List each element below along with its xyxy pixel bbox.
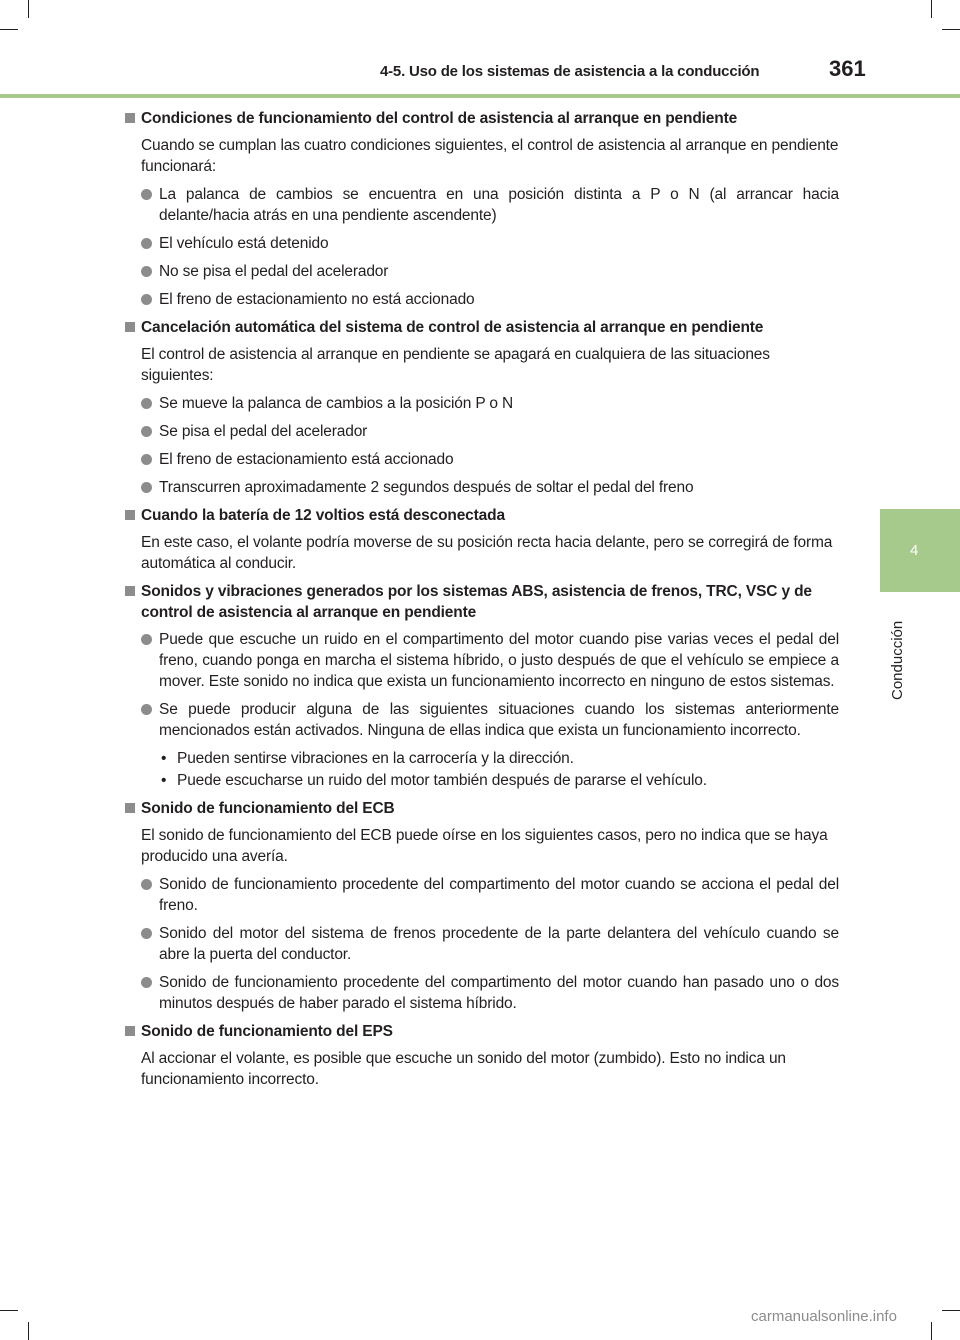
section-heading-text: Condiciones de funcionamiento del control de asistencia al arranque en pendiente [141, 110, 738, 127]
crop-mark [28, 0, 29, 18]
section-heading [123, 108, 839, 129]
crop-mark [28, 1322, 29, 1340]
list-item-text: Transcurren aproximadamente 2 segundos después de soltar el pedal del freno [159, 479, 694, 496]
sub-list-item-text: Pueden sentirse vibraciones en la carrocería y la dirección. [177, 750, 574, 767]
section-paragraph: El control de asistencia al arranque en pendiente se apagará en cualquiera de las situaciones siguientes: [141, 346, 770, 384]
crop-mark [0, 29, 18, 30]
section-heading [123, 1021, 839, 1042]
list-item-text: No se pisa el pedal del acelerador [159, 263, 389, 280]
crop-mark [942, 1310, 960, 1311]
list-item-text: Puede que escuche un ruido en el compartimento del motor cuando pise varias veces el pedal del freno, cuando ponga en marcha el sistema híbrido, o justo después de que el vehículo se empiece a mover. Este sonido no indica que exista un funcionamiento incorrecto en ninguno de estos sistemas. [159, 631, 839, 690]
section-heading-text: Cancelación automática del sistema de control de asistencia al arranque en pendiente [141, 319, 764, 336]
circle-bullet-icon [141, 266, 152, 277]
section-heading [123, 317, 839, 338]
list-item [159, 874, 839, 916]
list-item [159, 629, 839, 692]
circle-bullet-icon [141, 238, 152, 249]
section-title: 4-5. Uso de los sistemas de asistencia a la conducción [380, 63, 760, 80]
crop-mark [0, 1310, 18, 1311]
circle-bullet-icon [141, 426, 152, 437]
list-item [159, 477, 839, 498]
sub-list-item [161, 770, 839, 791]
list-item-text: Se mueve la palanca de cambios a la posición P o N [159, 395, 514, 412]
crop-mark [931, 0, 932, 18]
square-bullet-icon [125, 803, 135, 813]
circle-bullet-icon [141, 398, 152, 409]
list-item [159, 972, 839, 1014]
chapter-number: 4 [910, 542, 919, 559]
square-bullet-icon [125, 510, 135, 520]
sub-list-item-text: Puede escucharse un ruido del motor también después de pararse el vehículo. [177, 772, 707, 789]
list-item [159, 261, 839, 282]
circle-bullet-icon [141, 634, 152, 645]
square-bullet-icon [125, 322, 135, 332]
content-section [123, 581, 839, 791]
section-paragraph: El sonido de funcionamiento del ECB puede oírse en los siguientes casos, pero no indica que se haya producido una avería. [141, 827, 828, 865]
content-section [123, 317, 839, 498]
chapter-name: Conducción [889, 620, 906, 700]
sub-list-item [161, 748, 839, 769]
square-bullet-icon [125, 113, 135, 123]
section-heading-text: Sonido de funcionamiento del EPS [141, 1023, 393, 1040]
section-heading [123, 798, 839, 819]
list-item [159, 393, 839, 414]
list-item-text: Se pisa el pedal del acelerador [159, 423, 368, 440]
content-section [123, 505, 839, 574]
content-section [123, 798, 839, 1014]
section-paragraph: Cuando se cumplan las cuatro condiciones siguientes, el control de asistencia al arranque en pendiente funcionará: [141, 137, 839, 175]
content-section [123, 108, 839, 310]
list-item [159, 699, 839, 741]
section-paragraph: Al accionar el volante, es posible que escuche un sonido del motor (zumbido). Esto no indica un funcionamiento incorrecto. [141, 1050, 786, 1088]
list-item [159, 233, 839, 254]
square-bullet-icon [125, 1026, 135, 1036]
circle-bullet-icon [141, 704, 152, 715]
list-item [159, 421, 839, 442]
circle-bullet-icon [141, 482, 152, 493]
section-paragraph: En este caso, el volante podría moverse de su posición recta hacia delante, pero se corregirá de forma automática al conducir. [141, 534, 833, 572]
sub-list [123, 748, 839, 791]
bullet-marker: • [161, 772, 167, 789]
list-item-text: El vehículo está detenido [159, 235, 329, 252]
crop-mark [942, 29, 960, 30]
square-bullet-icon [125, 586, 135, 596]
section-heading-text: Sonido de funcionamiento del ECB [141, 800, 395, 817]
page-content [123, 108, 839, 1097]
page-number: 361 [829, 56, 866, 81]
list-item-text: Sonido de funcionamiento procedente del compartimento del motor cuando se acciona el pedal del freno. [159, 876, 839, 914]
crop-mark [931, 1322, 932, 1340]
content-section [123, 1021, 839, 1090]
list-item [159, 184, 839, 226]
section-heading [123, 581, 839, 623]
list-item-text: Se puede producir alguna de las siguientes situaciones cuando los sistemas anteriormente mencionados están activados. Ninguna de ellas indica que exista un funcionamiento incorrecto. [159, 701, 839, 739]
watermark: carmanualsonline.info [751, 1308, 897, 1325]
circle-bullet-icon [141, 879, 152, 890]
list-item-text: El freno de estacionamiento no está accionado [159, 291, 475, 308]
bullet-marker: • [161, 750, 167, 767]
circle-bullet-icon [141, 189, 152, 200]
chapter-tab [880, 509, 960, 592]
list-item [159, 449, 839, 470]
list-item [159, 923, 839, 965]
list-item-text: Sonido del motor del sistema de frenos procedente de la parte delantera del vehículo cuando se abre la puerta del conductor. [159, 925, 839, 963]
circle-bullet-icon [141, 294, 152, 305]
section-heading-text: Cuando la batería de 12 voltios está desconectada [141, 507, 505, 524]
circle-bullet-icon [141, 977, 152, 988]
section-heading-text: Sonidos y vibraciones generados por los sistemas ABS, asistencia de frenos, TRC, VSC y de control de asistencia al arranque en pendiente [141, 583, 812, 621]
circle-bullet-icon [141, 454, 152, 465]
header-rule [0, 94, 960, 98]
circle-bullet-icon [141, 928, 152, 939]
list-item-text: La palanca de cambios se encuentra en una posición distinta a P o N (al arrancar hacia delante/hacia atrás en una pendiente ascendente) [159, 186, 839, 224]
list-item [159, 289, 839, 310]
list-item-text: Sonido de funcionamiento procedente del compartimento del motor cuando han pasado uno o dos minutos después de haber parado el sistema híbrido. [159, 974, 839, 1012]
section-heading [123, 505, 839, 526]
list-item-text: El freno de estacionamiento está accionado [159, 451, 454, 468]
